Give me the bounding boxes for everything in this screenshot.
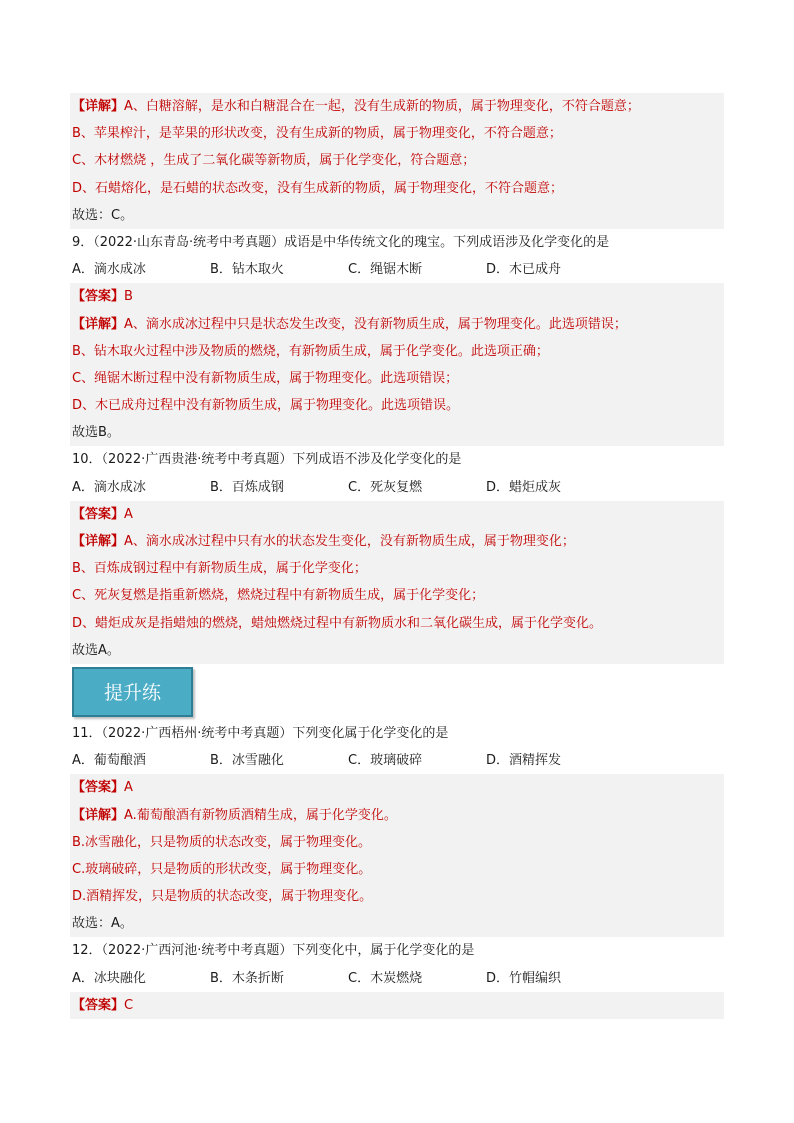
analysis-line: 【详解】A、滴水成冰过程中只有水的状态发生变化，没有新物质生成，属于物理变化； (70, 528, 724, 555)
analysis-line: B.冰雪融化，只是物质的状态改变，属于物理变化。 (70, 829, 724, 856)
analysis-line: C.玻璃破碎，只是物质的形状改变，属于物理变化。 (70, 856, 724, 883)
option-c: C．木炭燃烧 (348, 970, 423, 986)
analysis-line: 【详解】A、滴水成冰过程中只是状态发生改变，没有新物质生成，属于物理变化。此选项错误； (70, 311, 724, 338)
option-c: C．玻璃破碎 (348, 753, 423, 769)
question-10-stem: 10．（2022·广西贵港·统考中考真题）下列成语不涉及化学变化的是 (72, 452, 462, 468)
option-b: B．木条折断 (210, 970, 284, 986)
option-b: B．冰雪融化 (210, 753, 284, 769)
answer-line: 【答案】C (70, 992, 724, 1019)
analysis-line: B、百炼成钢过程中有新物质生成，属于化学变化； (70, 555, 724, 582)
analysis-line: C、绳锯木断过程中没有新物质生成，属于物理变化。此选项错误； (70, 365, 724, 392)
answer-line: 【答案】A (70, 774, 724, 801)
conclusion-line: 故选：A。 (70, 910, 724, 937)
question-11-stem: 11．（2022·广西梧州·统考中考真题）下列变化属于化学变化的是 (72, 725, 449, 741)
question-12-options (70, 965, 724, 992)
option-d: D．竹帽编织 (486, 970, 562, 986)
analysis-line: 【详解】A、白糖溶解，是水和白糖混合在一起，没有生成新的物质，属于物理变化，不符合题意； (70, 93, 724, 120)
answer-line: 【答案】B (70, 283, 724, 310)
option-a: A．滴水成冰 (72, 262, 146, 278)
conclusion-line: 故选A。 (70, 637, 724, 664)
answer-line: 【答案】A (70, 501, 724, 528)
option-d: D．蜡炬成灰 (486, 479, 562, 495)
analysis-line: D、木已成舟过程中没有新物质生成，属于物理变化。此选项错误。 (70, 392, 724, 419)
analysis-line: B、苹果榨汁，是苹果的形状改变，没有生成新的物质，属于物理变化，不符合题意； (70, 120, 724, 147)
option-d: D．酒精挥发 (486, 753, 562, 769)
analysis-line: B、钻木取火过程中涉及物质的燃烧，有新物质生成，属于化学变化。此选项正确； (70, 338, 724, 365)
analysis-line: 【详解】A.葡萄酿酒有新物质酒精生成，属于化学变化。 (70, 802, 724, 829)
option-b: B．百炼成钢 (210, 479, 284, 495)
option-a: A．葡萄酿酒 (72, 753, 146, 769)
option-c: C．死灰复燃 (348, 479, 423, 495)
question-9-stem: 9．（2022·山东青岛·统考中考真题）成语是中华传统文化的瑰宝。下列成语涉及化学变化的是 (72, 234, 610, 250)
option-c: C．绳锯木断 (348, 262, 423, 278)
conclusion-line: 故选B。 (70, 419, 724, 446)
question-10-options (70, 474, 724, 501)
analysis-line: C、死灰复燃是指重新燃烧，燃烧过程中有新物质生成，属于化学变化； (70, 582, 724, 609)
option-d: D．木已成舟 (486, 262, 562, 278)
question-9-options (70, 256, 724, 283)
analysis-line: D、蜡炬成灰是指蜡烛的燃烧，蜡烛燃烧过程中有新物质水和二氧化碳生成，属于化学变化。 (70, 610, 724, 637)
section-header-improvement: 提升练 (72, 667, 193, 717)
question-12-stem: 12．（2022·广西河池·统考中考真题）下列变化中，属于化学变化的是 (72, 943, 475, 959)
analysis-line: D、石蜡熔化，是石蜡的状态改变，没有生成新的物质，属于物理变化，不符合题意； (70, 175, 724, 202)
analysis-line: D.酒精挥发，只是物质的状态改变，属于物理变化。 (70, 883, 724, 910)
question-11-options (70, 747, 724, 774)
option-a: A．冰块融化 (72, 970, 146, 986)
option-a: A．滴水成冰 (72, 479, 146, 495)
conclusion-line: 故选：C。 (70, 202, 724, 229)
document-page (70, 93, 724, 1019)
option-b: B．钻木取火 (210, 262, 284, 278)
analysis-line: C、木材燃烧 ，生成了二氧化碳等新物质，属于化学变化，符合题意； (70, 147, 724, 174)
